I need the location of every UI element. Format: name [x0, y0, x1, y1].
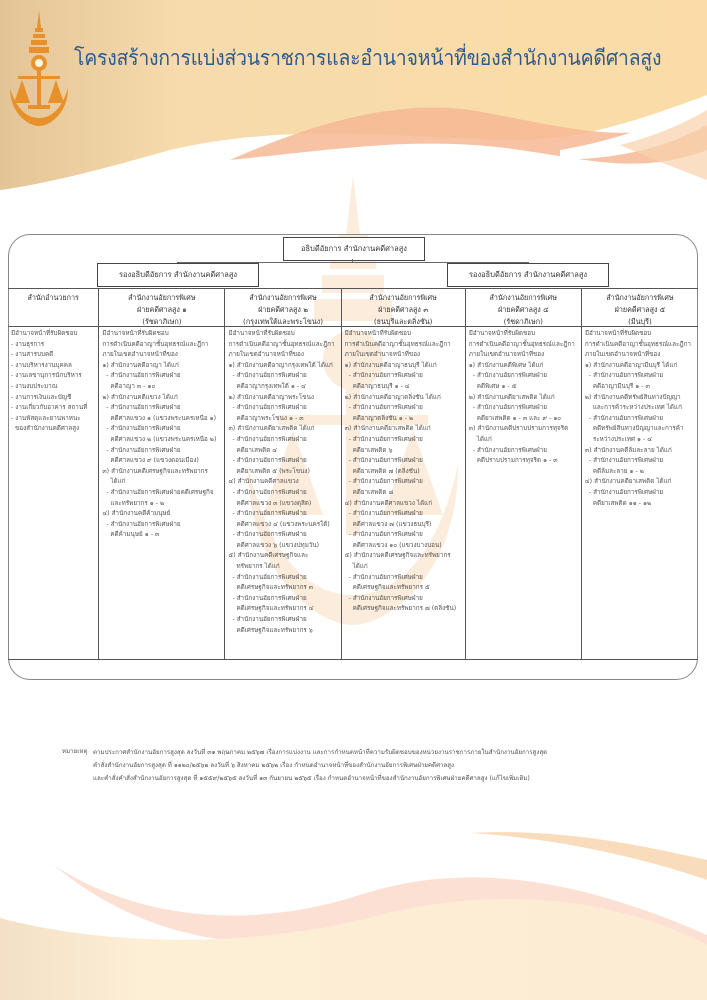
- column-high-court-4: [466, 289, 582, 659]
- column-header: สำนักงานอัยการพิเศษ ฝ่ายคดีศาลสูง ๒ (กรุงเทพใต้และพระโขนง): [225, 289, 340, 327]
- note-text: [93, 746, 547, 785]
- note-line: ตามประกาศสำนักงานอัยการสูงสุด ลงวันที่ ๓๑ พฤษภาคม ๒๕๖๗ เรื่องการแบ่งงาน และการกำหนดหน้าที่ความรับผิดชอบของหน่วยงานราชการภายในสำนักงานอัยการสูงสุด: [93, 749, 548, 756]
- column-header: สำนักอำนวยการ: [8, 289, 98, 327]
- court-emblem-icon: [8, 8, 70, 133]
- deputy-director-box: รองอธิบดีอัยการ สำนักงานคดีศาลสูง: [447, 263, 609, 287]
- column-duties: มีอำนาจหน้าที่รับผิดชอบ - งานธุรการ - งานสารบบคดี - งานบริหารงานบุคคล - งานเลขานุการนักบริหาร - งานงบประมาณ - งานการเงินและบัญชี - งานเกี่ยวกับอาคาร สถานที่ - งานพัสดุและยานพาหนะ ของสำนักงานคดีศาลสูง: [11, 330, 88, 433]
- column-header: สำนักงานอัยการพิเศษ ฝ่ายคดีศาลสูง ๑ (รัชดาภิเษก): [99, 289, 224, 327]
- column-header: สำนักงานอัยการพิเศษ ฝ่ายคดีศาลสูง ๔ (รัชดาภิเษก): [466, 289, 581, 327]
- note-label: หมายเหตุ: [62, 748, 88, 755]
- column-duties: มีอำนาจหน้าที่รับผิดชอบ การดำเนินคดีอาญาชั้นอุทธรณ์และฎีกา ภายในเขตอำนาจหน้าที่ของ ๑) สำนักงานคดีอาญาธนบุรี ได้แก่ - สำนักงานอัยการพิเศษฝ่าย คดีอาญาธนบุรี ๑ - ๔ ๒) สำนักงานคดีอาญาตลิ่งชัน ได้แก่ - สำนักงานอัยการพิเศษฝ่าย คดีอาญาตลิ่งชัน ๑ - ๒ ๓) สำนักงานคดียาเสพติด ได้แก่ - สำนักงานอัยการพิเศษฝ่าย คดียาเสพติด ๖ - สำนักงานอัยการพิเศษฝ่าย คดียาเสพติด ๗ (ตลิ่งชัน) - สำนักงานอัยการพิเศษฝ่าย คดียาเสพติด ๘ ๔) สำนักงานคดีศาลแขวง ได้แก่ - สำนักงานอัยการพิเศษฝ่าย คดีศาลแขวง ๗ (แขวงธนบุรี) - สำนักงานอัยการพิเศษฝ่าย คดีศาลแขวง ๑๐ (แขวงบางบอน) ๕) สำนักงานคดีเศรษฐกิจและทรัพยากร ได้แก่ - สำนักงานอัยการพิเศษฝ่าย คดีเศรษฐกิจและทรัพยากร ๕ - สำนักงานอัยการพิเศษฝ่าย คดีเศรษฐกิจและทรัพยากร ๗ (ตลิ่งชัน): [344, 330, 457, 613]
- column-high-court-1: [99, 289, 225, 659]
- column-header: สำนักงานอัยการพิเศษ ฝ่ายคดีศาลสูง ๓ (ธนบุรีและตลิ่งชัน): [342, 289, 465, 327]
- deputy-director-box: รองอธิบดีอัยการ สำนักงานคดีศาลสูง: [97, 263, 259, 287]
- column-duties: มีอำนาจหน้าที่รับผิดชอบ การดำเนินคดีอาญาชั้นอุทธรณ์และฎีกา ภายในเขตอำนาจหน้าที่ของ ๑) สำนักงานคดีพิเศษ ได้แก่ - สำนักงานอัยการพิเศษฝ่าย คดีพิเศษ ๑ - ๕ ๒) สำนักงานคดียาเสพติด ได้แก่ - สำนักงานอัยการพิเศษฝ่าย คดียาเสพติด ๑ - ๓ และ ๙ - ๑๐ ๓) สำนักงานคดีปราบปรามการทุจริต ได้แก่ - สำนักงานอัยการพิเศษฝ่าย คดีปราบปรามการทุจริต ๑ - ๓: [468, 330, 575, 465]
- column-header: สำนักงานอัยการพิเศษ ฝ่ายคดีศาลสูง ๕ (มีนบุรี): [582, 289, 698, 327]
- note-line: คำสั่งสำนักงานอัยการสูงสุด ที่ ๑๑๒๐/๒๕๖๒ ลงวันที่ ๖ สิงหาคม ๒๕๖๒ เรื่อง กำหนดอำนาจหน้าที่ของสำนักงานอัยการพิเศษฝ่ายคดีศาลสูง: [93, 762, 455, 769]
- note-line: และคำสั่งคำสั่งสำนักงานอัยการสูงสุด ที่ ๑๕๕๙/๒๕๖๕ ลงวันที่ ๑๓ กันยายน ๒๕๖๕ เรื่อง กำหนดอำนาจหน้าที่ของสำนักงานอัยการพิเศษฝ่ายคดีศาลสูง (แก้ไขเพิ่มเติม): [93, 775, 530, 782]
- column-duties: มีอำนาจหน้าที่รับผิดชอบ การดำเนินคดีอาญาชั้นอุทธรณ์และฎีกา ภายในเขตอำนาจหน้าที่ของ ๑) สำนักงานคดีอาญากรุงเทพใต้ ได้แก่ - สำนักงานอัยการพิเศษฝ่าย คดีอาญากรุงเทพใต้ ๑ - ๔ ๒) สำนักงานคดีอาญาพระโขนง - สำนักงานอัยการพิเศษฝ่าย คดีอาญาพระโขนง ๑ - ๓ ๓) สำนักงานคดียาเสพติด ได้แก่ - สำนักงานอัยการพิเศษฝ่าย คดียาเสพติด ๔ - สำนักงานอัยการพิเศษฝ่าย คดียาเสพติด ๕ (พระโขนง) ๔) สำนักงานคดีศาลแขวง - สำนักงานอัยการพิเศษฝ่าย คดีศาลแขวง ๓ (แขวงดุสิต) - สำนักงานอัยการพิเศษฝ่าย คดีศาลแขวง ๔ (แขวงพระนครใต้) - สำนักงานอัยการพิเศษฝ่าย คดีศาลแขวง ๖ (แขวงปทุมวัน) ๕) สำนักงานคดีเศรษฐกิจและ ทรัพยากร ได้แก่ - สำนักงานอัยการพิเศษฝ่าย คดีเศรษฐกิจและทรัพยากร ๓ - สำนักงานอัยการพิเศษฝ่าย คดีเศรษฐกิจและทรัพยากร ๔ - สำนักงานอัยการพิเศษฝ่าย คดีเศรษฐกิจและทรัพยากร ๖: [228, 330, 335, 634]
- column-high-court-2: [225, 289, 341, 659]
- page-title: โครงสร้างการแบ่งส่วนราชการและอำนาจหน้าที่ของสำนักงานคดีศาลสูง: [74, 46, 662, 70]
- director-box: อธิบดีอัยการ สำนักงานคดีศาลสูง: [283, 237, 425, 261]
- column-high-court-3: [342, 289, 466, 659]
- org-columns: [8, 288, 698, 660]
- column-high-court-5: [582, 289, 698, 659]
- column-admin-office: [8, 289, 99, 659]
- column-duties: มีอำนาจหน้าที่รับผิดชอบ การดำเนินคดีอาญาชั้นอุทธรณ์และฎีกา ภายในเขตอำนาจหน้าที่ของ ๑) สำนักงานคดีอาญามีนบุรี ได้แก่ - สำนักงานอัยการพิเศษฝ่าย คดีอาญามีนบุรี ๑ - ๓ ๒) สำนักงานคดีทรัพย์สินทางปัญญา และการค้าระหว่างประเทศ ได้แก่ - สำนักงานอัยการพิเศษฝ่าย คดีทรัพย์สินทางปัญญาและการค้า ระหว่างประเทศ ๑ - ๔ ๓) สำนักงานคดีล้มละลาย ได้แก่ - สำนักงานอัยการพิเศษฝ่าย คดีล้มละลาย ๑ - ๒ ๔) สำนักงานคดียาเสพติด ได้แก่ - สำนักงานอัยการพิเศษฝ่าย คดียาเสพติด ๑๑ - ๑๒: [584, 330, 691, 507]
- column-duties: มีอำนาจหน้าที่รับผิดชอบ การดำเนินคดีอาญาชั้นอุทธรณ์และฎีกา ภายในเขตอำนาจหน้าที่ของ ๑) สำนักงานคดีอาญา ได้แก่ - สำนักงานอัยการพิเศษฝ่าย คดีอาญา ๓ - ๑๐ ๒) สำนักงานคดีแขวง ได้แก่ - สำนักงานอัยการพิเศษฝ่าย คดีศาลแขวง ๑ (แขวงพระนครเหนือ ๑) - สำนักงานอัยการพิเศษฝ่าย คดีศาลแขวง ๒ (แขวงพระนครเหนือ ๒) - สำนักงานอัยการพิเศษฝ่าย คดีศาลแขวง ๙ (แขวงดอนเมือง) ๓) สำนักงานคดีเศรษฐกิจและทรัพยากร ได้แก่ - สำนักงานอัยการพิเศษฝ่ายคดีเศรษฐกิจ และทรัพยากร ๑ - ๒ ๔) สำนักงานคดีค้ามนุษย์ - สำนักงานอัยการพิเศษฝ่าย คดีค้ามนุษย์ ๑ - ๓: [102, 330, 217, 539]
